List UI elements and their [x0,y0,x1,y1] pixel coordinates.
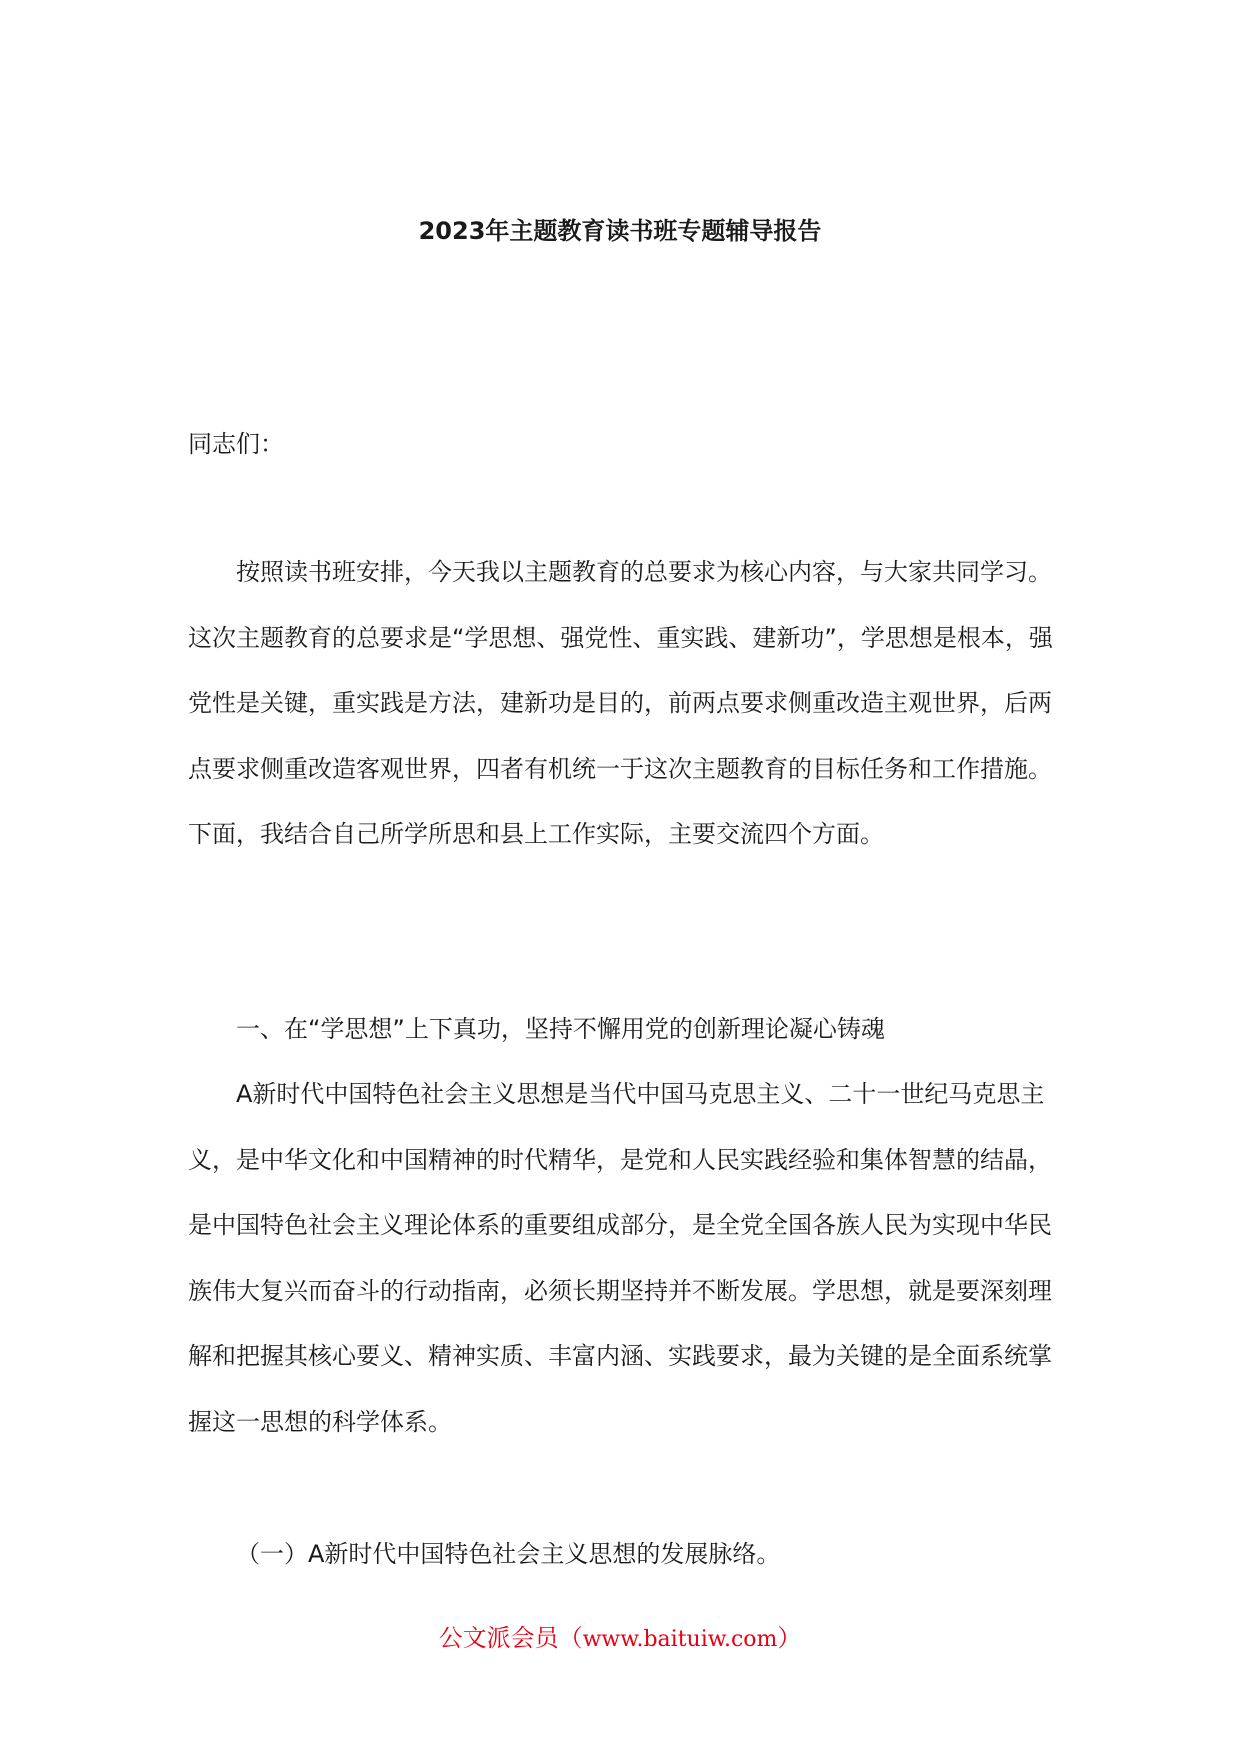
paragraph-intro: 按照读书班安排，今天我以主题教育的总要求为核心内容，与大家共同学习。这次主题教育的总要求是“学思想、强党性、重实践、建新功”，学思想是根本，强党性是关键，重实践是方法，建新功是目的，前两点要求侧重改造主观世界，后两点要求侧重改造客观世界，四者有机统一于这次主题教育的目标任务和工作措施。下面，我结合自己所学所思和县上工作实际，主要交流四个方面。 [188,558,1053,848]
paragraph-section-1: A新时代中国特色社会主义思想是当代中国马克思主义、二十一世纪马克思主义，是中华文化和中国精神的时代精华，是党和人民实践经验和集体智慧的结晶，是中国特色社会主义理论体系的重要组成部分，是全党全国各族人民为实现中华民族伟大复兴而奋斗的行动指南，必须长期坚持并不断发展。学思想，就是要深刻理解和把握其核心要义、精神实质、丰富内涵、实践要求，最为关键的是全面系统掌握这一思想的科学体系。 [188,1080,1052,1436]
subsection-heading-1: （一）A新时代中国特色社会主义思想的发展脉络。 [236,1540,781,1568]
watermark-text: 公文派会员（ [438,1624,583,1652]
section-heading-1: 一、在“学思想”上下真功，坚持不懈用党的创新理论凝心铸魂 [236,1015,885,1043]
watermark [0,1621,1240,1657]
watermark-url: www.baituiw.com [582,1627,778,1652]
salutation: 同志们： [188,430,284,458]
document-title: 2023年主题教育读书班专题辅导报告 [418,217,822,245]
watermark-close: ） [777,1624,802,1652]
